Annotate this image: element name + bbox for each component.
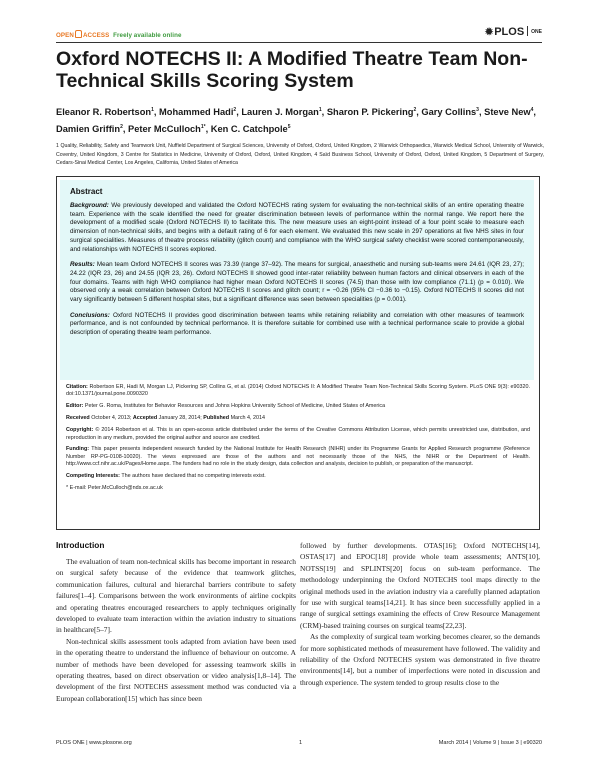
abstract-panel xyxy=(60,180,534,380)
article-title: Oxford NOTECHS II: A Modified Theatre Team Non-Technical Skills Scoring System xyxy=(56,48,528,92)
author[interactable]: Gary Collins$^3$ xyxy=(421,107,479,118)
abstract-results: Results: Mean team Oxford NOTECHS II scores was 73.39 (range 37–92). The means for surgical, anaesthetic and nursing sub-teams were 24.61 (IQR 23, 27); 24.22 (IQR 23, 26) and 24.55 (IQR 23, 26). Oxford NOTECHS II showed good inter-rater reliability between human factors and clinical observers in each of the four domains. Teams with high WHO compliance had higher mean Oxford NOTECHS II scores (74.5) than those with low compliance (71.1) (p = 0.010). We observed only a weak correlation between Oxford NOTECHS II scores and glitch count; r = −0.26 (95% CI −0.36 to −0.15). Oxford NOTECHS II scores did not vary significantly between 5 different hospital sites, but a significant difference was seen between specialities (p = 0.001). xyxy=(70,261,525,304)
funding: Funding: This paper presents independent research funded by the National Institute for Health Research (NIHR) under its Programme Grants for Applied Research programme (Reference Number RP-PG-0108-10020). The views expressed are those of the authors and not necessarily those of the NHS, the NIHR or the Department of Health. http://www.ccf.nihr.ac.uk/Pages/Home.aspx. The funders had no role in the study design, data collection and analysis, decision to publish, or preparation of the manuscript. xyxy=(66,446,531,468)
paragraph: followed by further developments. OTAS[16]; Oxford NOTECHS[14], OSTAS[17] and EPOC[18] provide whole team assessments; ANTS[10], NOTSS[19] and SPLINTS[20] focus on sub-team performance. The methodology underpinning the Oxford NOTECHS tool maps directly to the original methods used in the aviation industry via a carefully planned adaptation for use with surgical teams[14,21]. It has since been successfully applied in a range of surgical settings examining the effects of Crew Resource Management (CRM)-based training courses on surgical teams[22,23]. xyxy=(300,541,540,630)
abstract-box xyxy=(56,176,540,530)
abstract-conclusions: Conclusions: Oxford NOTECHS II provides good discrimination between teams while retaining reliability and correlation with other measures of teamwork performance, and is not confounded by technical performance. It is therefore suitable for combined use with a technical performance scale to provide a global description of operating theatre team performance. xyxy=(70,311,524,337)
open-access-banner[interactable] xyxy=(56,30,182,39)
paragraph: The evaluation of team non-technical skills has become important in research on surgical safety because of the evidence that teamwork glitches, communication failures, cultural and hierarchal barriers contribute to safety failures[1–4]. Comparisons between the work environments of airline cockpits and operating theatres encouraged researchers to apply techniques originally developed to evaluate team interaction within the aviation industry to situations in healthcare[5–7]. xyxy=(56,557,296,635)
author[interactable]: Lauren J. Morgan$^1$ xyxy=(241,107,322,118)
freely-available-label: Freely available online xyxy=(113,32,182,39)
article-metadata xyxy=(66,384,530,497)
body-column-right xyxy=(300,540,540,688)
logo-divider xyxy=(527,26,528,36)
introduction-heading: Introduction xyxy=(56,540,105,550)
author[interactable]: Damien Griffin$^2$ xyxy=(56,124,123,135)
dates: Received October 4, 2013; Accepted January 28, 2014; Published March 4, 2014 xyxy=(66,415,266,422)
author-list: Eleanor R. Robertson$^1$, Mohammed Hadi$^2$, Lauren J. Morgan$^1$, Sharon P. Pickering$^2$, Gary Collins$^3$, Steve New$^4$, Damien Griffin$^2$, Peter McCulloch$^{1*}$, Ken C. Catchpole$^5$ xyxy=(56,107,537,135)
access-label: ACCESS xyxy=(82,32,110,39)
copyright: Copyright: © 2014 Robertson et al. This is an open-access article distributed under the terms of the Creative Commons Attribution License, which permits unrestricted use, distribution, and reproduction in any medium, provided the original author and source are credited. xyxy=(66,427,531,441)
issue-info: March 2014 | Volume 9 | Issue 3 | e90320 xyxy=(438,740,542,746)
paragraph: As the complexity of surgical team working becomes clearer, so the demands for more sophisticated methods of measurement have followed. The validity and reliability of the Oxford NOTECHS system was demonstrated in five theatre environments[14], but a number of imperfections were noted in discussion and through experience. The system tended to group results close to the xyxy=(300,632,540,687)
citation: Citation: Robertson ER, Hadi M, Morgan LJ, Pickering SP, Collins G, et al. (2014) Oxford NOTECHS II: A Modified Theatre Team Non-Technical Skills Scoring System. PLoS ONE 9(3): e90320. doi:10.1371/journal.pone.0090320 xyxy=(66,384,531,398)
editor: Editor: Peter G. Roma, Institutes for Behavior Resources and Johns Hopkins University School of Medicine, United States of America xyxy=(66,403,386,410)
abstract-heading: Abstract xyxy=(70,187,103,196)
journal-header xyxy=(56,26,542,43)
open-lock-icon xyxy=(75,30,82,38)
open-label: OPEN xyxy=(56,32,74,39)
author[interactable]: Mohammed Hadi$^2$ xyxy=(159,107,237,118)
affiliations: 1 Quality, Reliability, Safety and Teamwork Unit, Nuffield Department of Surgical Sciences, University of Oxford, Oxford, United Kingdom, 2 Warwick Orthopaedics, Warwick Medical School, University of Warwick, Coventry, United Kingdom, 3 Centre for Statistics in Medicine, University of Oxford, Oxford, United Kingdom, 4 Saïd Business School, University of Oxford, Oxford, United Kingdom, 5 Department of Surgery, Cedars-Sinai Medical Center, Los Angeles, California, United States of America xyxy=(56,143,544,167)
contact-email[interactable]: * E-mail: Peter.McCulloch@nds.ox.ac.uk xyxy=(66,485,163,492)
logo-text: PLOS xyxy=(494,26,525,38)
page-number: 1 xyxy=(299,740,303,746)
paragraph: Non-technical skills assessment tools adapted from aviation have been used in the operating theatre to understand the influence of behaviour on outcome. A number of methods have been developed for assessing teamwork skills in operating theatres, based on direct observation or video analysis[1,8–14]. The development of the first NOTECHS assessment method was conducted via a European collaboration[15] which has since been xyxy=(56,636,296,703)
plos-burst-icon: ✹ xyxy=(484,27,494,38)
journal-site-link[interactable]: PLOS ONE | www.plosone.org xyxy=(56,740,132,746)
logo-sub-text: ONE xyxy=(531,29,542,35)
author[interactable]: Eleanor R. Robertson$^1$ xyxy=(56,107,154,118)
competing-interests: Competing Interests: The authors have declared that no competing interests exist. xyxy=(66,473,266,480)
abstract-background: Background: We previously developed and validated the Oxford NOTECHS rating system for evaluating the non-technical skills of an entire operating theatre team. Experience with the scale identified the need for greater discrimination between levels of performance within the normal range. We report here the development of a modified scale (Oxford NOTECHS II) to facilitate this. The new measure uses an eight-point instead of a four point scale to measure each dimension of non-technical skills, and begins with a default rating of 6 for each element. We evaluated this new scale in 297 operations at five NHS sites in four surgical specialities. Measures of theatre process reliability (glitch count) and compliance with the WHO surgical safety checklist were scored contemporaneously, and relationships with NOTECHS II scores explored. xyxy=(70,202,525,253)
author[interactable]: Peter McCulloch$^{1*}$ xyxy=(128,124,206,135)
author[interactable]: Sharon P. Pickering$^2$ xyxy=(326,107,417,118)
plos-one-logo[interactable] xyxy=(485,26,542,38)
author[interactable]: Ken C. Catchpole$^5$ xyxy=(210,124,291,135)
body-column-left xyxy=(56,556,296,704)
author[interactable]: Steve New$^4$ xyxy=(484,107,534,118)
